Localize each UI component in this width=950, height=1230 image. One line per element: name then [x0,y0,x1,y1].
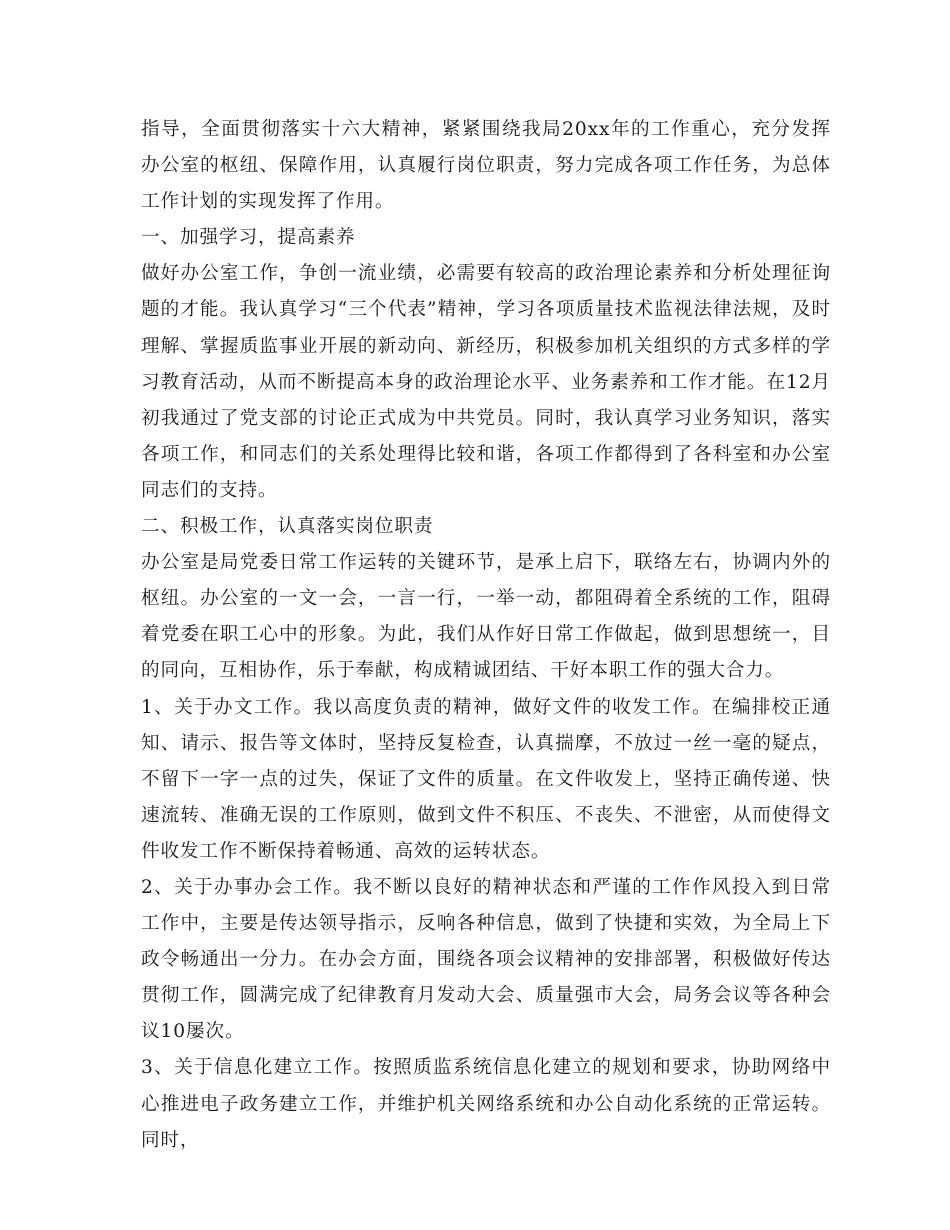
section-heading-study: 一、加强学习，提高素养 [141,227,356,249]
paragraph-intro-continuation: 指导，全面贯彻落实十六大精神，紧紧围绕我局20xx年的工作重心，充分发挥办公室的枢纽、保障作用，认真履行岗位职责，努力完成各项工作任务，为总体工作计划的实现发挥了作用。 [141,119,831,213]
paragraph-document-work: 1、关于办文工作。我以高度负责的精神，做好文件的收发工作。在编排校正通知、请示、报告等文体时，坚持反复检查，认真揣摩，不放过一丝一毫的疑点，不留下一字一点的过失，保证了文件的质量。在文件收发上，坚持正确传递、快速流转、准确无误的工作原则，做到文件不积压、不丧失、不泄密，从而使得文件收发工作不断保持着畅通、高效的运转状态。 [141,696,831,862]
section-heading-work: 二、积极工作，认真落实岗位职责 [141,516,434,538]
paragraph-informatization: 3、关于信息化建立工作。按照质监系统信息化建立的规划和要求，协助网络中心推进电子政务建立工作，并维护机关网络系统和办公自动化系统的正常运转。同时， [141,1057,831,1151]
paragraph-meeting-work: 2、关于办事办会工作。我不断以良好的精神状态和严谨的工作作风投入到日常工作中，主要是传达领导指示，反响各种信息，做到了快捷和实效，为全局上下政令畅通出一分力。在办会方面，围绕各项会议精神的安排部署，积极做好传达贯彻工作，圆满完成了纪律教育月发动大会、质量强市大会，局务会议等各种会议10屡次。 [141,876,831,1043]
document-body [141,112,831,1159]
paragraph-study: 做好办公室工作，争创一流业绩，必需要有较高的政治理论素养和分析处理征询题的才能。我认真学习“三个代表”精神，学习各项质量技术监视法律法规，及时理解、掌握质监事业开展的新动向、新经历，积极参加机关组织的方式多样的学习教育活动，从而不断提高本身的政治理论水平、业务素养和工作才能。在12月初我通过了党支部的讨论正式成为中共党员。同时，我认真学习业务知识，落实各项工作，和同志们的关系处理得比较和谐，各项工作都得到了各科室和办公室同志们的支持。 [141,263,831,501]
paragraph-office-role: 办公室是局党委日常工作运转的关键环节，是承上启下，联络左右，协调内外的枢纽。办公室的一文一会，一言一行，一举一动，都阻碍着全系统的工作，阻碍着党委在职工心中的形象。为此，我们从作好日常工作做起，做到思想统一，目的同向，互相协作，乐于奉献，构成精诚团结、干好本职工作的强大合力。 [141,552,831,682]
